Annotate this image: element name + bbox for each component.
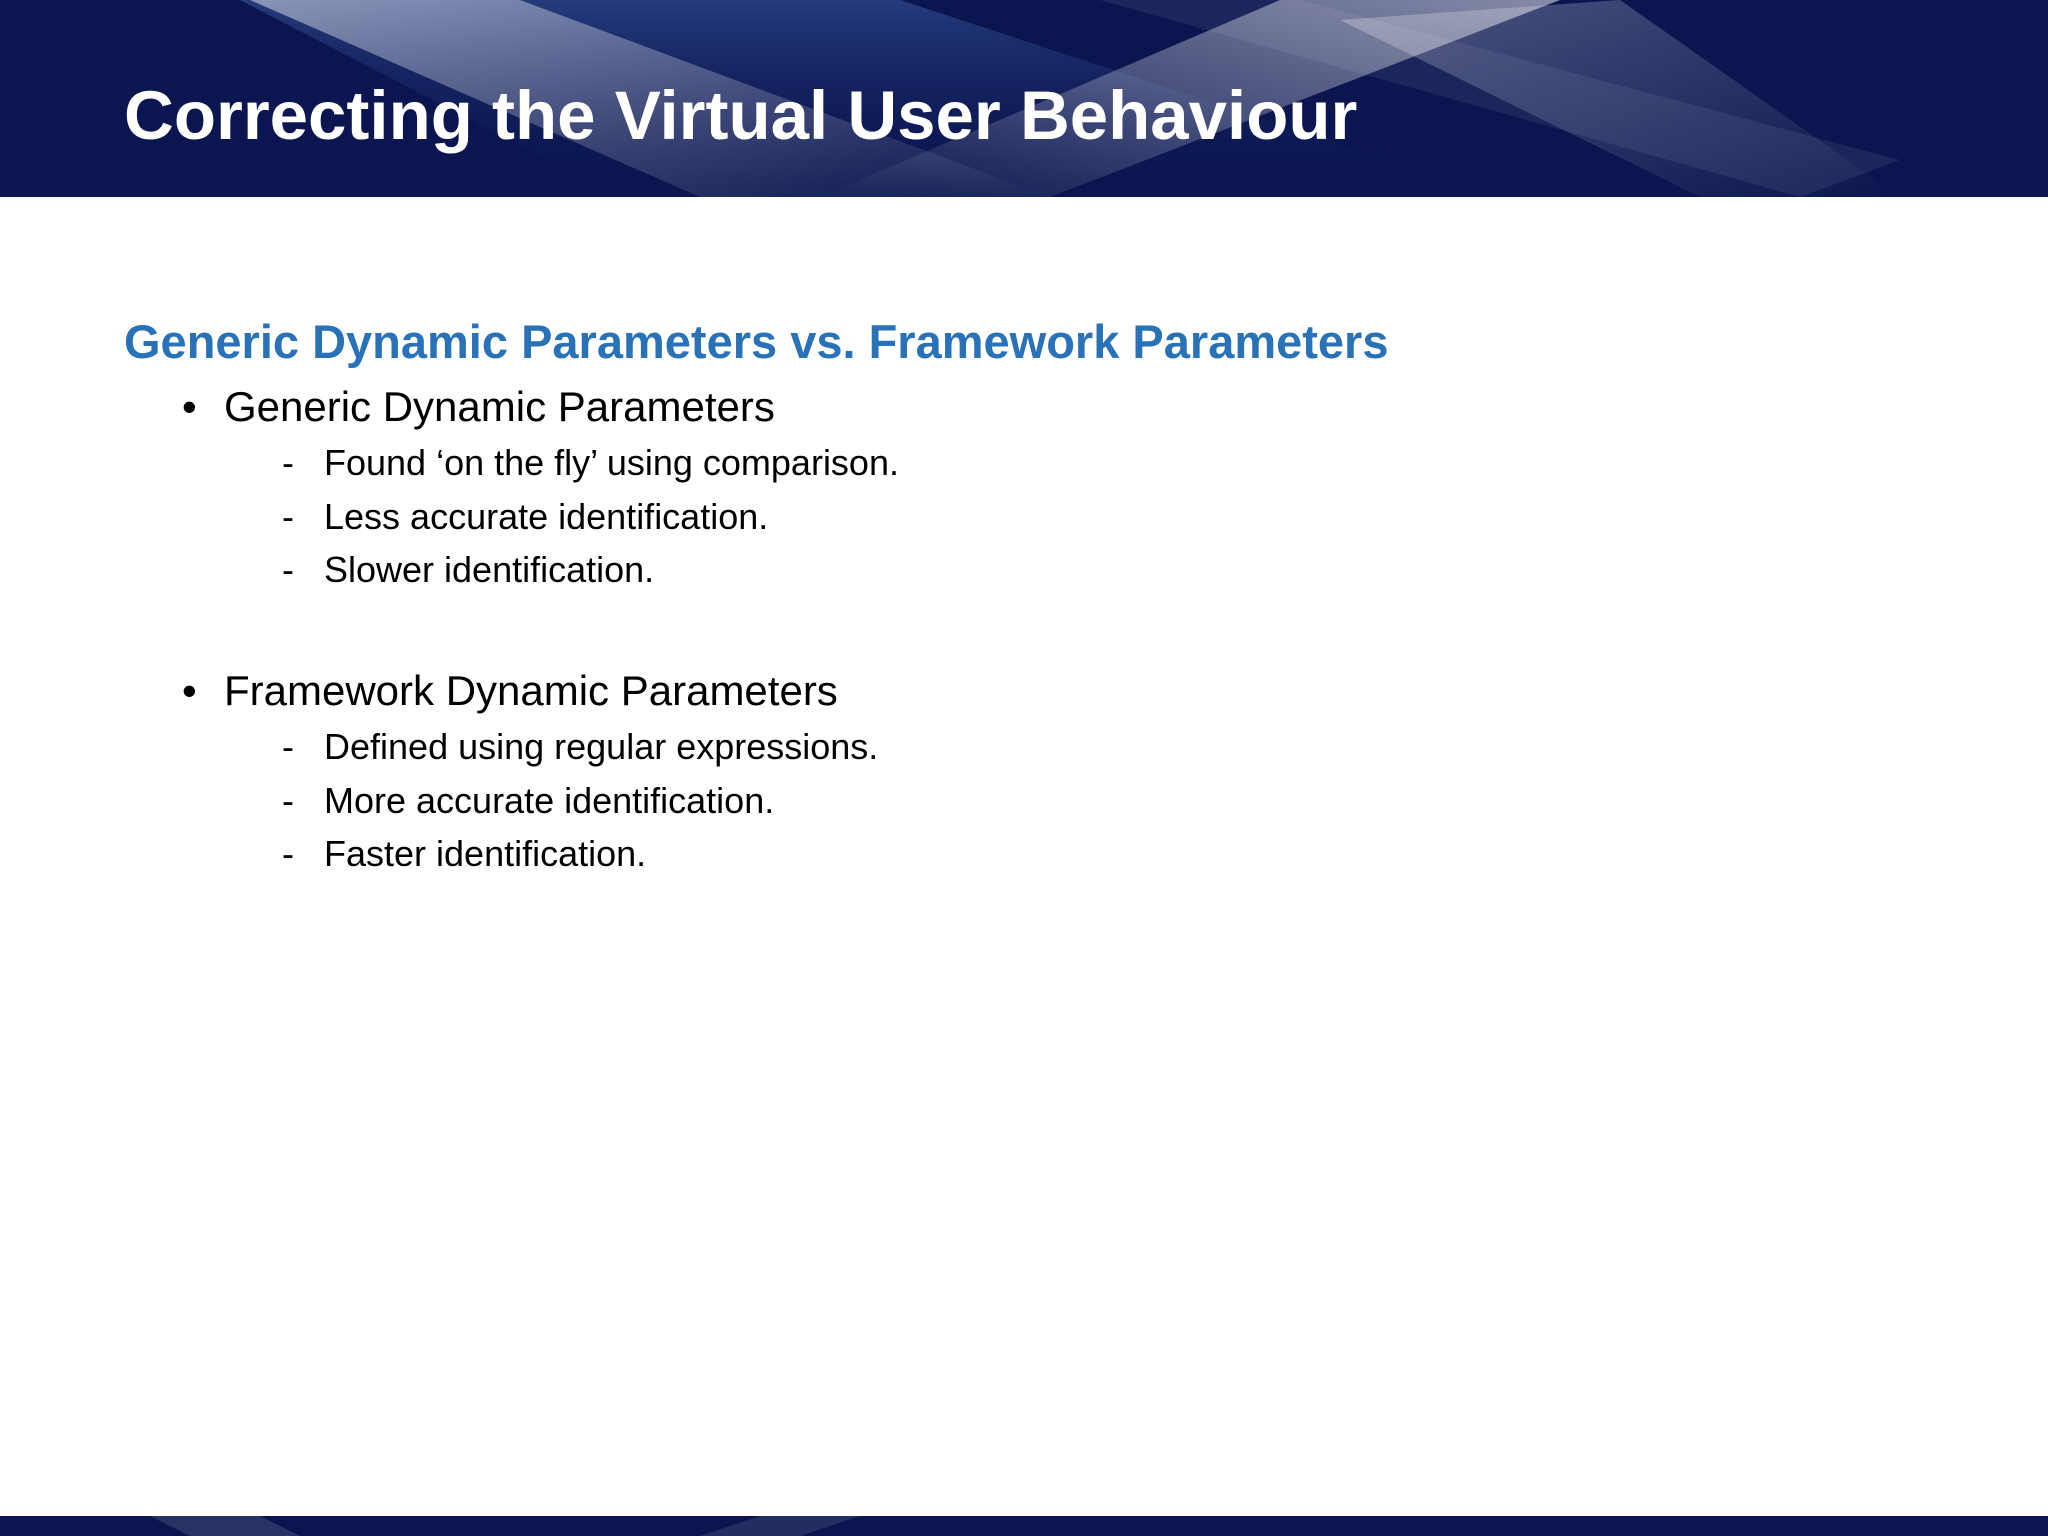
dash-icon: -: [282, 496, 294, 537]
dash-icon: -: [282, 442, 294, 483]
sub-bullet-label: Defined using regular expressions.: [324, 726, 879, 767]
dash-icon: -: [282, 833, 294, 874]
bullet-dot-icon: •: [182, 383, 197, 430]
slide-title: Correcting the Virtual User Behaviour: [124, 77, 1358, 154]
footer-background-graphic: [0, 1516, 2048, 1536]
dash-icon: -: [282, 780, 294, 821]
sub-bullet-label: Less accurate identification.: [324, 496, 769, 537]
bullet-label: Framework Dynamic Parameters: [224, 667, 838, 714]
dash-icon: -: [282, 726, 294, 767]
bullet-label: Generic Dynamic Parameters: [224, 383, 775, 430]
sub-bullet-label: Faster identification.: [324, 833, 647, 874]
sub-bullet-label: Slower identification.: [324, 549, 655, 590]
section-subtitle: Generic Dynamic Parameters vs. Framework Parameters: [124, 315, 1389, 368]
footer-banner: [0, 1516, 2048, 1536]
sub-bullet-label: More accurate identification.: [324, 780, 775, 821]
header-banner: [0, 0, 2048, 197]
dash-icon: -: [282, 549, 294, 590]
sub-bullet-label: Found ‘on the fly’ using comparison.: [324, 442, 899, 483]
bullet-dot-icon: •: [182, 667, 197, 714]
